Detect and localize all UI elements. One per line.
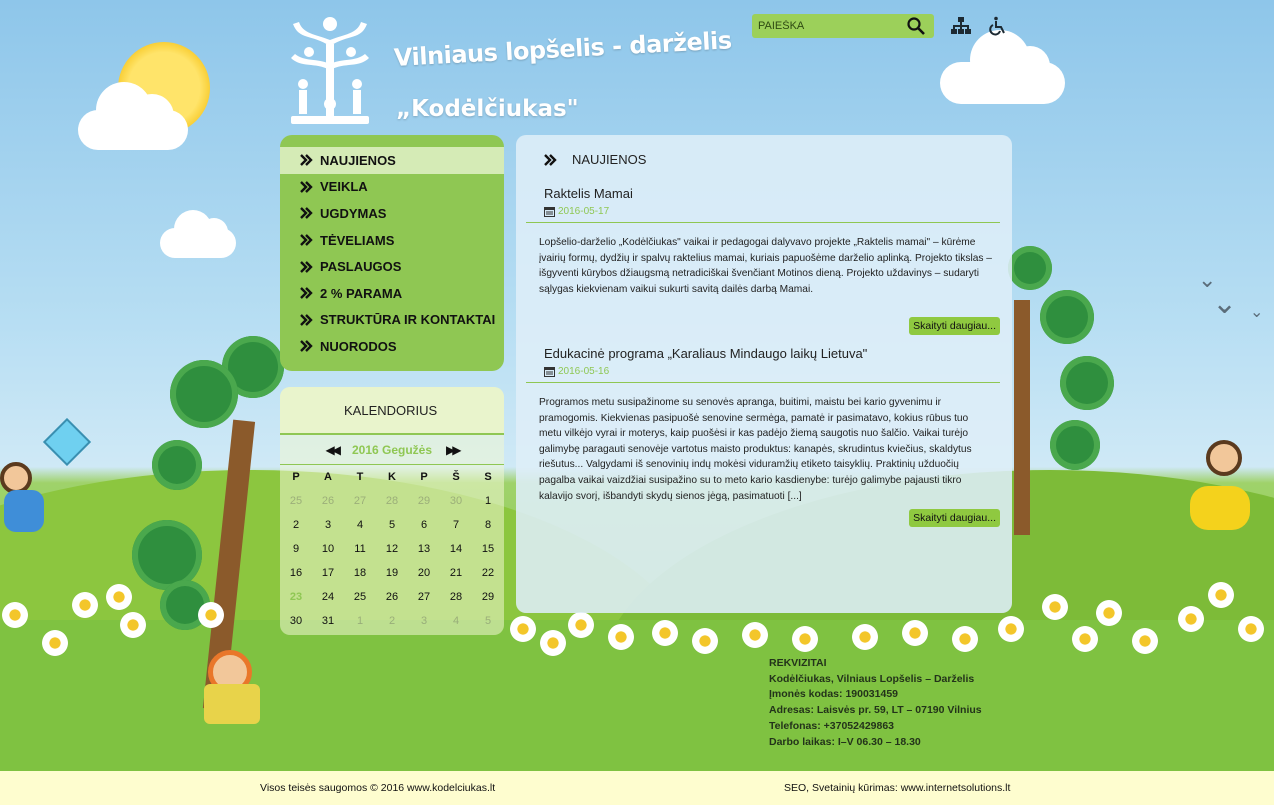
daisy-illustration [900,618,930,648]
article-excerpt: Programos metu susipažinome su senovės apranga, buitimi, maistu bei kario gyvenimu ir pramogomis. Kiekvienas pasipuošė senovine sermėga, pamatė ir pasimatavo, kokius rūbus tuo metu vilkėjo vyrai ir moterys, kaip puošėsi ir kas padėjo žiemą saugotis nuo šalčio. Vaikai turėjo galimybę paragauti senovėje vartotus maisto produktus: kanapės, skrudintus kviečius, skaldytus riešutus... Valgydami iš senovinių indų mokėsi viduramžių etiketo taisyklių. Praktinių užduočių pagalba vaikai vaizdžiai susipažino su to meto kario kasdienybe: turėjo galimybe pajausti tikro kalavijo svorį, išbandyti skydų sienos jėgą, pasimatuoti [...] [539,397,972,502]
double-chevron-icon [300,261,316,273]
requisites-line: Kodėlčiukas, Vilniaus Lopšelis – Darželis [769,672,975,685]
daisy-illustration [1070,624,1100,654]
calendar-day[interactable]: 25 [289,495,303,507]
calendar-day[interactable]: 29 [481,591,495,603]
calendar-day[interactable]: 3 [324,519,332,531]
child-illustration [1206,440,1242,476]
calendar-day[interactable]: 12 [385,543,399,555]
article-title-link[interactable]: Raktelis Mamai [544,186,633,201]
menu-item-label: NAUJIENOS [320,152,396,168]
accessibility-icon[interactable] [986,14,1010,38]
daisy-illustration [1130,626,1160,656]
calendar-day[interactable]: 27 [417,591,431,603]
requisites-line: Adresas: Laisvės pr. 59, LT – 07190 Vilnius [769,704,982,717]
article-divider [526,222,1000,223]
calendar-day[interactable]: 17 [321,567,335,579]
calendar-day[interactable]: 22 [481,567,495,579]
calendar-day[interactable]: 30 [449,495,463,507]
read-more-button[interactable]: Skaityti daugiau... [909,317,1000,335]
double-chevron-icon [544,154,558,166]
double-chevron-icon [300,340,316,352]
bird-illustration: ⌄ [1212,286,1238,321]
calendar-day[interactable]: 21 [449,567,463,579]
daisy-illustration [196,600,226,630]
menu-item-label: STRUKTŪRA IR KONTAKTAI [320,312,496,328]
calendar-day[interactable]: 5 [484,615,492,627]
daisy-illustration [650,618,680,648]
daisy-illustration [1040,592,1070,622]
menu-item-paslaugos[interactable] [280,253,504,280]
cloud-illustration [160,228,236,258]
daisy-illustration [566,610,596,640]
daisy-illustration [104,582,134,612]
calendar-weekday: K [388,471,396,483]
menu-item-naujienos[interactable] [280,147,504,174]
calendar-day[interactable]: 18 [353,567,367,579]
daisy-illustration [70,590,100,620]
double-chevron-icon [300,314,316,326]
calendar-day[interactable]: 20 [417,567,431,579]
calendar-day[interactable]: 8 [484,519,492,531]
kite-illustration [43,418,91,466]
menu-item-parama[interactable] [280,280,504,307]
daisy-illustration [118,610,148,640]
calendar-day[interactable]: 26 [321,495,335,507]
tree-foliage-illustration [1060,356,1114,410]
tree-trunk-illustration [1014,300,1030,535]
calendar-day[interactable]: 13 [417,543,431,555]
calendar-month-bar [280,435,504,465]
tree-foliage-illustration [1040,290,1094,344]
calendar-weekday: P [420,471,428,483]
search-icon[interactable] [902,14,930,38]
calendar-day[interactable]: 3 [420,615,428,627]
calendar-day[interactable]: 19 [385,567,399,579]
calendar-day[interactable]: 2 [388,615,396,627]
daisy-illustration [850,622,880,652]
calendar-day[interactable]: 15 [481,543,495,555]
daisy-illustration [1176,604,1206,634]
article-date-text: 2016-05-16 [558,366,610,377]
sitemap-icon[interactable] [949,14,973,38]
news-article [526,346,1000,524]
calendar-day[interactable]: 6 [420,519,428,531]
calendar-month-label: 2016 Gegužės [351,442,433,457]
double-chevron-icon [300,181,316,193]
tree-foliage-illustration [170,360,238,428]
menu-item-label: PASLAUGOS [320,259,402,275]
calendar-day[interactable]: 4 [452,615,460,627]
calendar-widget [280,387,504,635]
requisites-line: Darbo laikas: I–V 06.30 – 18.30 [769,735,921,748]
search-box [752,14,934,38]
bird-illustration: ⌄ [1250,302,1264,321]
site-subtitle: „Kodėlčiukas" [396,96,579,122]
footer [0,771,1274,805]
calendar-day[interactable]: 11 [354,543,366,555]
logo-tree-icon[interactable] [281,14,379,126]
news-article [526,186,1000,332]
daisy-illustration [996,614,1026,644]
double-chevron-icon [300,234,316,246]
calendar-day[interactable]: 25 [353,591,367,603]
menu-item-veikla[interactable] [280,174,504,201]
main-menu [280,135,504,371]
news-panel [516,135,1012,613]
tree-foliage-illustration [1008,246,1052,290]
article-date-text: 2016-05-17 [558,206,610,217]
child-illustration [4,490,44,532]
article-title-link[interactable]: Edukacinė programa „Karaliaus Mindaugo laikų Lietuva" [544,346,868,361]
menu-item-label: TĖVELIAMS [320,232,395,248]
calendar-day[interactable]: 1 [356,615,364,627]
article-divider [526,382,1000,383]
double-chevron-icon [300,287,316,299]
calendar-day[interactable]: 30 [289,615,303,627]
tree-foliage-illustration [132,520,202,590]
menu-item-label: NUORODOS [320,338,397,354]
calendar-day[interactable]: 31 [321,615,335,627]
calendar-day[interactable]: 26 [385,591,399,603]
daisy-illustration [740,620,770,650]
calendar-day[interactable]: 24 [321,591,335,603]
calendar-day[interactable]: 2 [292,519,300,531]
menu-item-ugdymas[interactable] [280,200,504,227]
daisy-illustration [950,624,980,654]
calendar-weekday: A [324,471,332,483]
daisy-illustration [690,626,720,656]
calendar-day[interactable]: 5 [388,519,396,531]
scooter-illustration [1190,486,1250,530]
tree-foliage-illustration [1050,420,1100,470]
menu-item-label: UGDYMAS [320,205,387,221]
daisy-illustration [1094,598,1124,628]
requisites-block [769,656,982,750]
double-chevron-icon [300,207,316,219]
calendar-day[interactable]: 7 [452,519,460,531]
daisy-illustration [1206,580,1236,610]
article-date [526,206,1000,217]
news-heading [544,152,646,167]
site-title: Vilniaus lopšelis - darželis [393,26,733,72]
daisy-illustration [606,622,636,652]
calendar-weekday: Š [452,471,460,483]
calendar-grid [280,465,504,633]
bird-illustration: ⌄ [1198,268,1217,293]
menu-item-struktura[interactable] [280,307,504,334]
book-illustration [204,684,260,724]
calendar-day[interactable]: 10 [321,543,335,555]
daisy-illustration [1236,614,1266,644]
prev-month-icon[interactable]: ◀◀ [325,442,338,457]
calendar-day[interactable]: 23 [289,591,303,603]
cloud-illustration [78,110,188,150]
calendar-day[interactable]: 14 [449,543,463,555]
daisy-illustration [0,600,30,630]
menu-item-nuorodos[interactable] [280,333,504,360]
calendar-weekday: P [292,471,300,483]
news-heading-label: NAUJIENOS [572,152,647,167]
calendar-day[interactable]: 28 [385,495,399,507]
copyright-link[interactable]: Visos teisės saugomos © 2016 www.kodelciukas.lt [260,782,496,794]
calendar-day[interactable]: 4 [356,519,364,531]
calendar-day[interactable]: 1 [484,495,492,507]
next-month-icon[interactable]: ▶▶ [446,442,459,457]
calendar-icon [544,366,555,377]
cloud-illustration [940,62,1065,104]
double-chevron-icon [300,154,316,166]
read-more-button[interactable]: Skaityti daugiau... [909,509,1000,527]
calendar-day[interactable]: 16 [289,567,303,579]
calendar-day[interactable]: 27 [353,495,367,507]
calendar-weekday: T [356,471,364,483]
calendar-day[interactable]: 9 [292,543,300,555]
calendar-icon [544,206,555,217]
credits-link[interactable]: SEO, Svetainių kūrimas: www.internetsolutions.lt [784,782,1011,794]
article-date [526,366,1000,377]
calendar-weekday: S [484,471,492,483]
requisites-heading: REKVIZITAI [769,657,827,669]
calendar-day[interactable]: 28 [449,591,463,603]
menu-item-label: VEIKLA [320,179,368,195]
menu-item-teveliams[interactable] [280,227,504,254]
menu-item-label: 2 % PARAMA [320,285,403,301]
daisy-illustration [538,628,568,658]
daisy-illustration [508,614,538,644]
calendar-title: KALENDORIUS [280,387,504,435]
article-excerpt: Lopšelio-darželio „Kodėlčiukas" vaikai ir pedagogai dalyvavo projekte „Raktelis mamai" – kūrėme įvairių formų, dydžių ir spalvų raktelius mamai, kuriais papuošėme darželio aplinką. Projekto tikslas – išgyventi kūrybos džiaugsmą netradiciškai švenčiant Motinos dieną. Projekto uždavinys – sudaryti sąlygas kiekvienam vaikui sukurti savitą dailės darbą Mamai. [539,237,992,295]
requisites-line: Įmonės kodas: 190031459 [769,688,898,701]
daisy-illustration [40,628,70,658]
search-input[interactable] [752,15,902,37]
requisites-line: Telefonas: +37052429863 [769,719,895,732]
calendar-day[interactable]: 29 [417,495,431,507]
tree-foliage-illustration [152,440,202,490]
daisy-illustration [790,624,820,654]
